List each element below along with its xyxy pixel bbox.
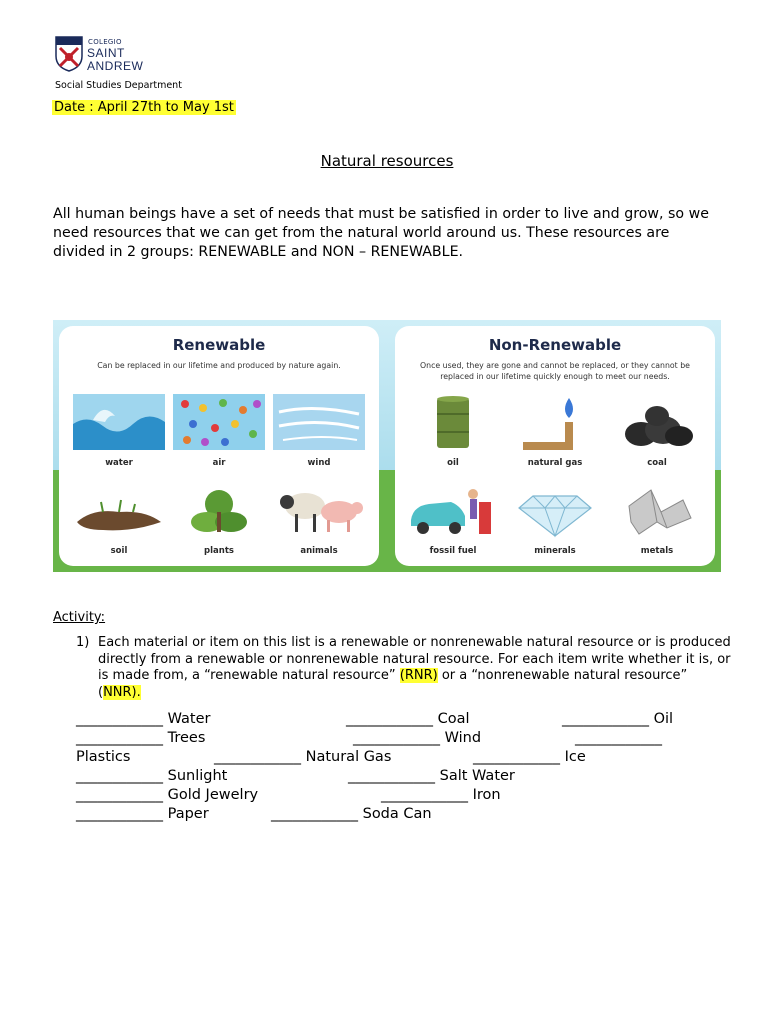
- answer-salt-water[interactable]: ____________ Salt Water: [348, 768, 515, 784]
- date-highlight: Date : April 27th to May 1st: [54, 100, 234, 115]
- item-label: water: [105, 458, 133, 468]
- non-renewable-item-natural-gas: [509, 394, 601, 468]
- renewable-heading: Renewable: [172, 336, 266, 354]
- item-label: oil: [447, 458, 459, 468]
- item-label: coal: [647, 458, 667, 468]
- answer-ice[interactable]: ____________ Ice: [473, 749, 586, 765]
- page-title: Natural resources: [320, 152, 454, 170]
- answer-oil[interactable]: ____________ Oil: [562, 711, 674, 727]
- answer-coal[interactable]: ____________ Coal: [346, 711, 470, 727]
- non-renewable-item-coal: [611, 394, 703, 468]
- car-fuel-icon: [407, 482, 499, 538]
- answer-trees[interactable]: ____________ Trees: [76, 730, 206, 746]
- item-label: animals: [300, 546, 338, 556]
- renewable-item-air: [173, 394, 265, 468]
- non-renewable-item-minerals: [509, 482, 601, 556]
- answer-paper[interactable]: ____________ Paper: [76, 806, 209, 822]
- item-label: minerals: [534, 546, 576, 556]
- school-logo: [55, 36, 150, 74]
- activity-question: [76, 635, 731, 701]
- non-renewable-heading: Non-Renewable: [488, 336, 622, 354]
- nnr-highlight: NNR).: [103, 684, 141, 700]
- item-label: fossil fuel: [429, 546, 477, 556]
- wind-icon: [273, 394, 365, 450]
- plants-icon: [173, 482, 265, 538]
- department-label: Social Studies Department: [55, 80, 182, 91]
- item-label: natural gas: [527, 458, 583, 468]
- answer-wind[interactable]: ____________ Wind: [353, 730, 482, 746]
- intro-paragraph: All human beings have a set of needs that must be satisfied in order to live and grow, so we need resources that we can get from the natural world around us. These resources are divided in 2 groups: RENEWABLE and NON – RENEWABLE.: [53, 206, 709, 260]
- logo-line3: ANDREW: [87, 59, 144, 73]
- gas-flame-icon: [509, 394, 601, 450]
- answer-water[interactable]: ____________ Water: [76, 711, 211, 727]
- oil-barrel-icon: [407, 394, 499, 450]
- metal-icon: [611, 482, 703, 538]
- question-part1: Each material or item on this list is a renewable or nonrenewable natural resource or is produced directly from a renewable or nonrenewable natural resource. For each item write whether it is, or is made from, a “renewable natural resource”: [98, 635, 731, 683]
- renewable-item-wind: [273, 394, 365, 468]
- activity-heading: Activity:: [53, 610, 106, 625]
- answer-natural-gas[interactable]: ____________ Natural Gas: [214, 749, 392, 765]
- renewable-item-soil: [73, 482, 165, 556]
- answer-plastics-blank[interactable]: ____________: [575, 730, 662, 746]
- question-number: 1): [76, 635, 90, 650]
- item-label: air: [212, 458, 226, 468]
- soil-icon: [73, 482, 165, 538]
- shield-icon: [55, 36, 83, 72]
- item-label: soil: [110, 546, 128, 556]
- question-part2: or a “nonrenewable natural resource” (: [98, 668, 688, 700]
- non-renewable-item-oil: [407, 394, 499, 468]
- rnr-highlight: (RNR): [399, 668, 438, 683]
- non-renewable-item-metals: [611, 482, 703, 556]
- item-label: wind: [307, 458, 331, 468]
- diamond-icon: [509, 482, 601, 538]
- answer-iron[interactable]: ____________ Iron: [381, 787, 501, 803]
- item-label: plants: [204, 546, 234, 556]
- answer-sunlight[interactable]: ____________ Sunlight: [76, 768, 228, 784]
- renewable-card: [59, 326, 379, 566]
- renewable-item-water: [73, 394, 165, 468]
- resources-infographic: [53, 320, 721, 572]
- coal-icon: [611, 394, 703, 450]
- non-renewable-item-fossil-fuel: [407, 482, 499, 556]
- non-renewable-description: Once used, they are gone and cannot be replaced, or they cannot be replaced in our lifetime quickly enough to meet our needs.: [420, 361, 690, 381]
- air-icon: [173, 394, 265, 450]
- water-icon: [73, 394, 165, 450]
- logo-line2: SAINT: [87, 46, 125, 60]
- question-text: [98, 635, 731, 701]
- logo-line1: COLEGIO: [88, 38, 122, 46]
- animals-icon: [273, 482, 365, 538]
- renewable-item-animals: [273, 482, 365, 556]
- answer-gold-jewelry[interactable]: ____________ Gold Jewelry: [76, 787, 259, 803]
- renewable-item-plants: [173, 482, 265, 556]
- renewable-description: Can be replaced in our lifetime and produced by nature again.: [97, 361, 341, 370]
- answer-plastics-label: Plastics: [76, 749, 131, 765]
- non-renewable-card: [395, 326, 715, 566]
- item-label: metals: [640, 546, 674, 556]
- answer-soda-can[interactable]: ____________ Soda Can: [271, 806, 432, 822]
